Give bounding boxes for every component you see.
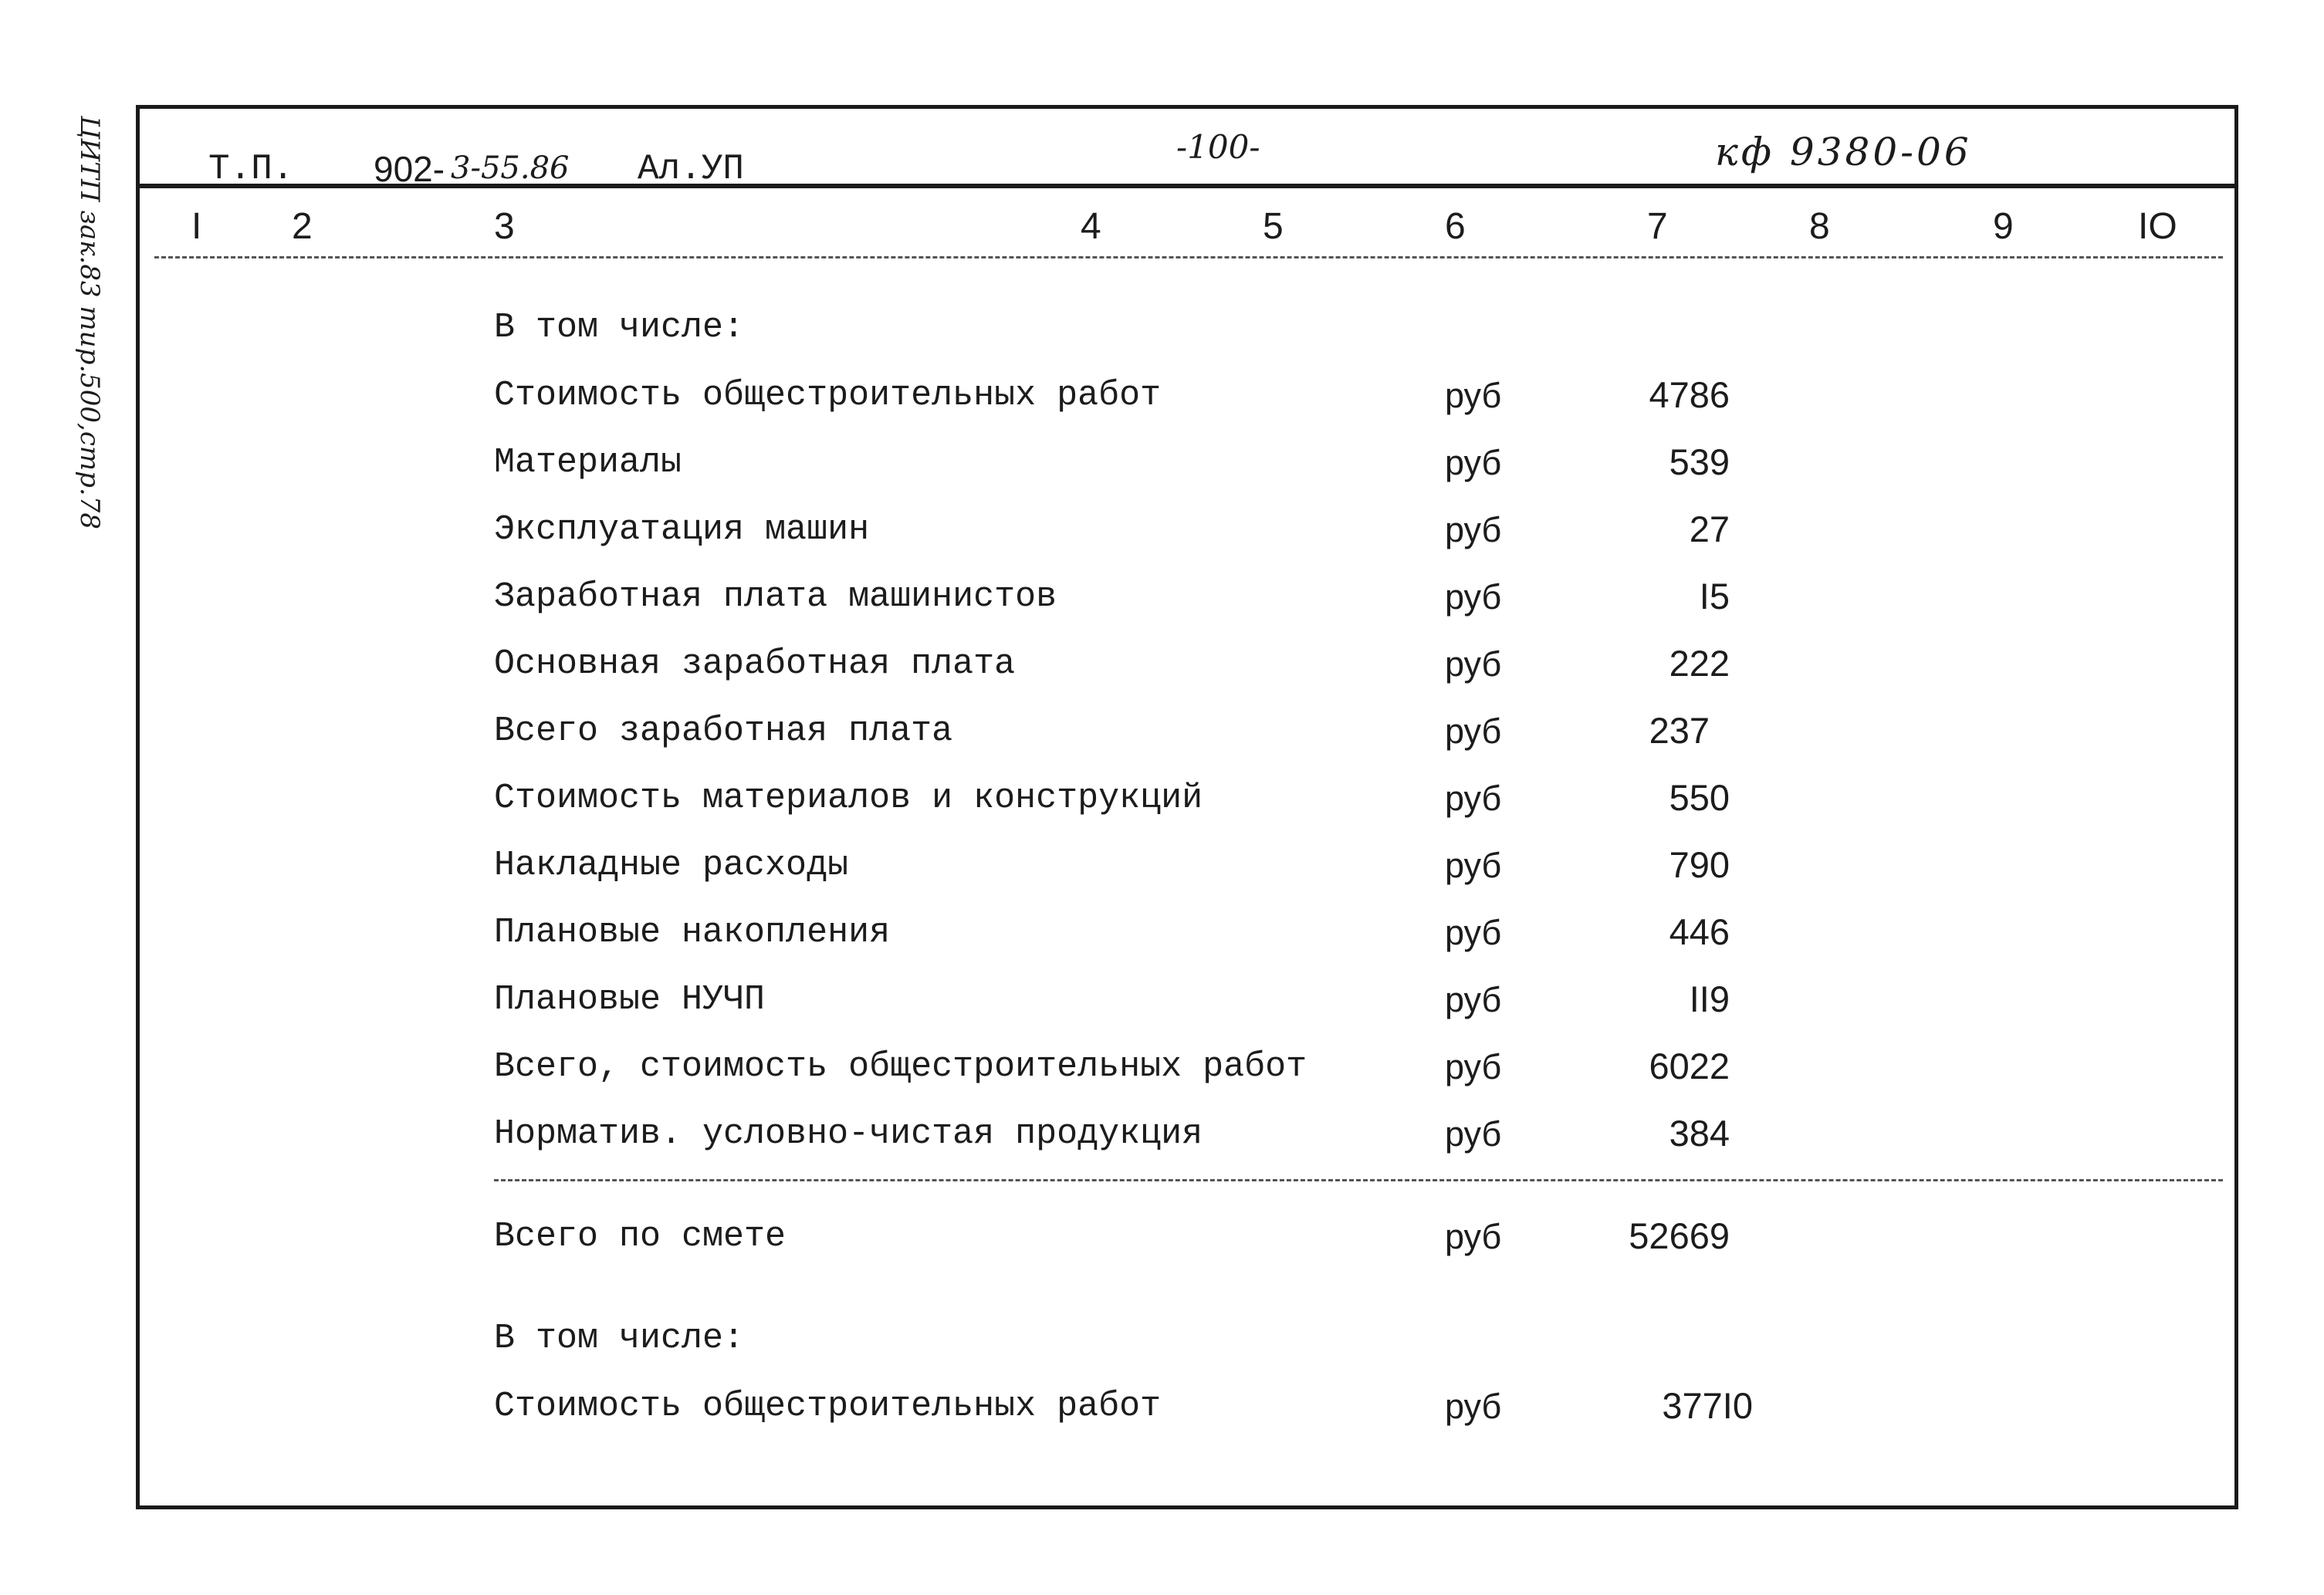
row-unit: руб <box>1445 376 1502 415</box>
row-unit: руб <box>1445 644 1502 684</box>
row-label: Плановые НУЧП <box>494 980 766 1019</box>
column-number-2: 2 <box>292 206 313 247</box>
column-number-4: 4 <box>1081 206 1101 247</box>
row-unit: руб <box>1445 577 1502 617</box>
total-value: 52669 <box>1629 1215 1730 1256</box>
row-unit: руб <box>1445 711 1502 751</box>
row-value: 384 <box>1669 1113 1730 1154</box>
row-label: Плановые накопления <box>494 913 891 952</box>
section-heading: В том числе: <box>494 308 745 347</box>
column-number-10: IO <box>2138 206 2177 247</box>
row-label: Материалы <box>494 443 682 482</box>
row-label: Накладные расходы <box>494 846 849 885</box>
row-value: 6022 <box>1649 1046 1730 1086</box>
row-value: 550 <box>1669 777 1730 818</box>
row-label: Стоимость материалов и конструкций <box>494 779 1203 818</box>
row-label: Всего заработная плата <box>494 711 953 751</box>
header-code: кф 9380-06 <box>1715 130 1972 174</box>
row-unit: руб <box>1445 1047 1502 1086</box>
row-unit: руб <box>1445 1114 1502 1154</box>
total-unit: руб <box>1445 1217 1502 1256</box>
column-number-6: 6 <box>1445 206 1466 247</box>
row-value: 446 <box>1669 911 1730 952</box>
row-unit: руб <box>1445 1387 1502 1426</box>
row-value: II9 <box>1689 978 1730 1019</box>
header-tp: Т.П. <box>208 149 294 189</box>
total-label: Всего по смете <box>494 1217 787 1256</box>
header-number-handwritten: 3-55.86 <box>451 150 570 186</box>
column-number-3: 3 <box>494 206 515 247</box>
header-number-printed: 902- <box>374 149 445 189</box>
header-page-number: -100- <box>1176 128 1260 166</box>
row-unit: руб <box>1445 510 1502 549</box>
column-number-divider <box>154 256 2223 259</box>
row-value: 222 <box>1669 643 1730 684</box>
section-heading: В том числе: <box>494 1319 745 1358</box>
row-label: Всего, стоимость общестроительных работ <box>494 1047 1307 1086</box>
row-label: Заработная плата машинистов <box>494 577 1057 617</box>
column-number-7: 7 <box>1647 206 1668 247</box>
column-number-1: I <box>191 206 202 247</box>
row-label: Норматив. условно-чистая продукция <box>494 1114 1203 1154</box>
row-value: 539 <box>1669 441 1730 482</box>
row-unit: руб <box>1445 846 1502 885</box>
row-label: Основная заработная плата <box>494 644 1016 684</box>
section-divider <box>494 1179 2223 1181</box>
row-unit: руб <box>1445 443 1502 482</box>
row-label: Эксплуатация машин <box>494 510 870 549</box>
row-value: 27 <box>1689 509 1730 549</box>
row-unit: руб <box>1445 779 1502 818</box>
column-number-9: 9 <box>1993 206 2014 247</box>
header-album: Ал.УП <box>638 149 745 189</box>
row-unit: руб <box>1445 980 1502 1019</box>
column-number-5: 5 <box>1263 206 1284 247</box>
row-label: Стоимость общестроительных работ <box>494 1387 1162 1426</box>
row-value: I5 <box>1699 576 1730 617</box>
row-unit: руб <box>1445 913 1502 952</box>
row-value: 4786 <box>1649 374 1730 415</box>
row-value: 790 <box>1669 844 1730 885</box>
row-value: 237 <box>1649 710 1710 751</box>
margin-note: ЦИТП зак.83 тир.500,стр.78 <box>74 116 105 529</box>
row-label: Стоимость общестроительных работ <box>494 376 1162 415</box>
row-value: 377I0 <box>1662 1385 1753 1426</box>
column-number-8: 8 <box>1809 206 1830 247</box>
